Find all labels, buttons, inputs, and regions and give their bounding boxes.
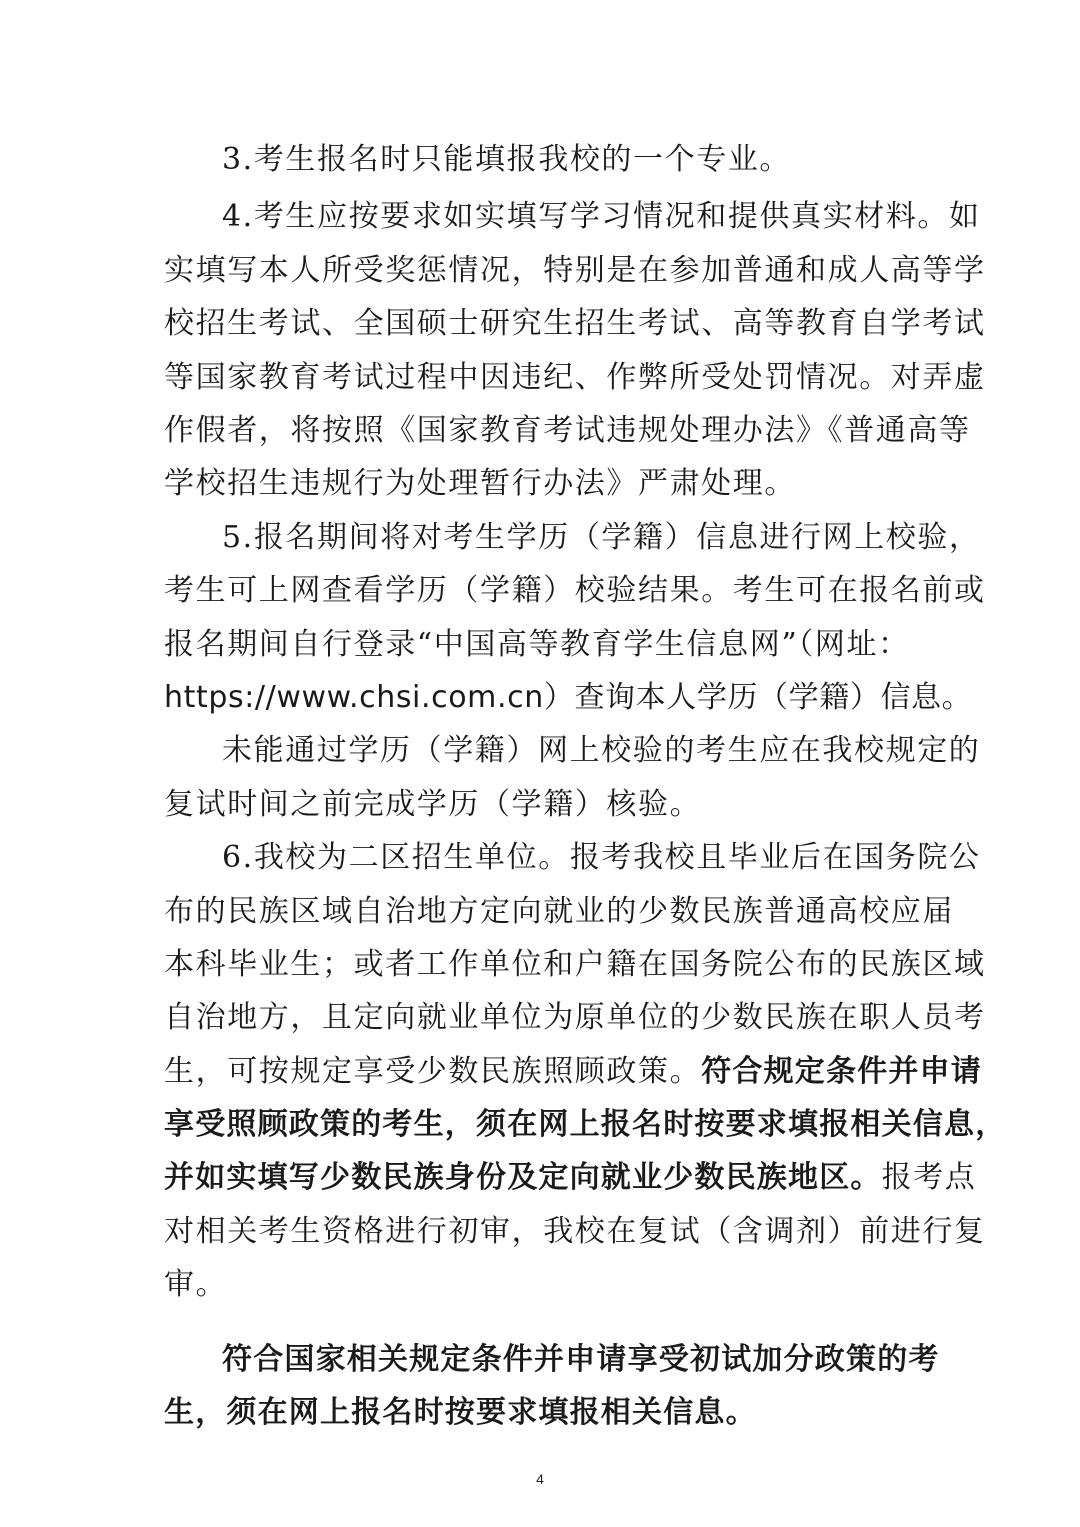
item-6-line-5-regular: 生，可按规定享受少数民族照顾政策。: [164, 1054, 702, 1089]
item-6-line-1: 6.我校为二区招生单位。报考我校且毕业后在国务院公: [222, 840, 981, 875]
item-4-line-1: 4.考生应按要求如实填写学习情况和提供真实材料。如: [222, 199, 981, 234]
item-6-line-5: [164, 1052, 983, 1092]
item-6-line-3: 本科毕业生；或者工作单位和户籍在国务院公布的民族区域: [164, 947, 986, 982]
bonus-policy-line-1: 符合国家相关规定条件并申请享受初试加分政策的考: [222, 1342, 940, 1377]
item-5-line-3: 报名期间自行登录“中国高等教育学生信息网”（网址：: [164, 627, 910, 662]
item-4-line-4: 等国家教育考试过程中因违纪、作弊所受处罚情况。对弄虚: [164, 360, 986, 395]
item-6-line-8: 对相关考生资格进行初审，我校在复试（含调剂）前进行复: [164, 1214, 986, 1249]
item-4-line-3: 校招生考试、全国硕士研究生招生考试、高等教育自学考试: [164, 306, 986, 341]
item-6-line-6: 享受照顾政策的考生，须在网上报名时按要求填报相关信息，: [164, 1107, 1007, 1142]
item-6-line-4: 自治地方，且定向就业单位为原单位的少数民族在职人员考: [164, 1000, 986, 1035]
item-6-line-5-bold: 符合规定条件并申请: [701, 1054, 983, 1089]
page-number: 4: [536, 1471, 544, 1487]
item-6-line-9: 审。: [164, 1267, 228, 1302]
item-6-line-7: [164, 1158, 977, 1198]
bonus-policy-line-2: 生，须在网上报名时按要求填报相关信息。: [164, 1395, 757, 1430]
item-5b-line-1: 未能通过学历（学籍）网上校验的考生应在我校规定的: [222, 733, 981, 768]
item-5-line-4-url: https://www.chsi.com.cn）查询本人学历（学籍）信息。: [164, 680, 973, 715]
item-5-line-1: 5.报名期间将对考生学历（学籍）信息进行网上校验，: [222, 520, 981, 555]
item-3-line-1: 3.考生报名时只能填报我校的一个专业。: [222, 142, 792, 177]
item-6-line-7-bold: 并如实填写少数民族身份及定向就业少数民族地区。: [164, 1160, 882, 1195]
item-6-line-2: 布的民族区域自治地方定向就业的少数民族普通高校应届: [164, 894, 954, 929]
item-4-line-5: 作假者，将按照《国家教育考试违规处理办法》《普通高等: [164, 413, 971, 448]
item-4-line-2: 实填写本人所受奖惩情况，特别是在参加普通和成人高等学: [164, 253, 986, 288]
item-6-line-7-regular: 报考点: [881, 1160, 977, 1195]
item-5b-line-2: 复试时间之前完成学历（学籍）核验。: [164, 787, 702, 822]
item-5-line-2: 考生可上网查看学历（学籍）校验结果。考生可在报名前或: [164, 573, 986, 608]
item-4-line-6: 学校招生违规行为处理暂行办法》严肃处理。: [164, 466, 796, 501]
